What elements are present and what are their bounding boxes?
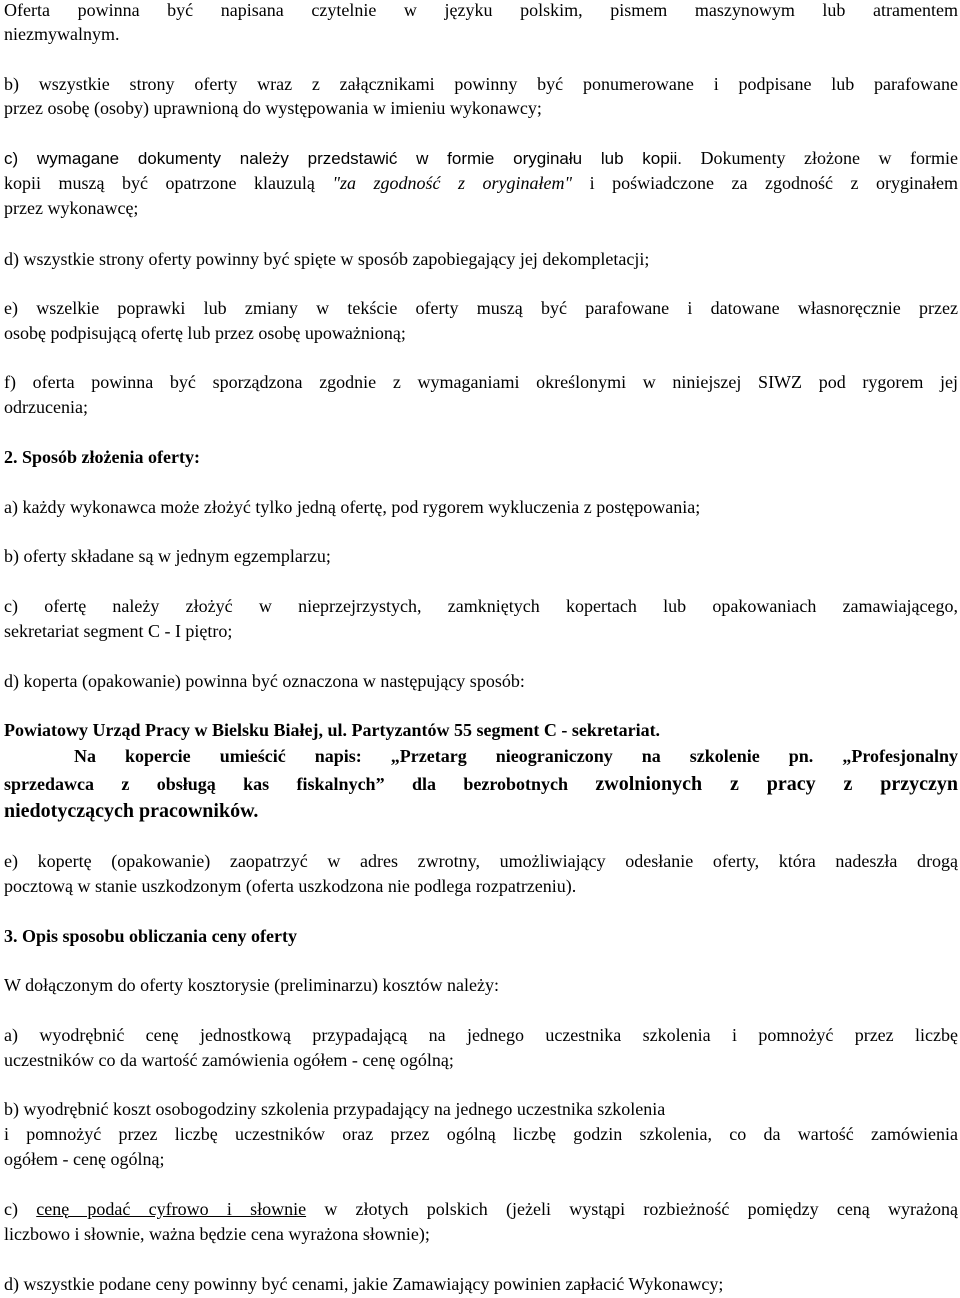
- section-3-item-c-prefix: c): [4, 1199, 37, 1219]
- envelope-note-l2-a: sprzedawca z obsługą kas fiskalnych” dla bezrobotnych: [4, 774, 596, 794]
- section-3-item-a-line-1: a) wyodrębnić cenę jednostkową przypadającą na jednego uczestnika szkolenia i pomnożyć przez liczbę: [4, 1025, 958, 1045]
- item-c-l2-a: kopii muszą być opatrzone klauzulą: [4, 173, 333, 193]
- section-2-heading: 2. Sposób złożenia oferty:: [4, 447, 200, 467]
- item-c-l2-b: i poświadczone za zgodność z oryginałem: [572, 173, 958, 193]
- envelope-note-line-1: Na kopercie umieścić napis: „Przetarg nieograniczony na szkolenie pn. „Profesjonalny: [74, 746, 958, 766]
- item-f-line-1: f) oferta powinna być sporządzona zgodnie z wymaganiami określonymi w niniejszej SIWZ pod rygorem jej: [4, 372, 958, 392]
- address-line: Powiatowy Urząd Pracy w Bielsku Białej, ul. Partyzantów 55 segment C - sekretariat.: [4, 720, 661, 740]
- intro-line-2: niezmywalnym.: [4, 24, 120, 44]
- section-3-item-c-underlined: cenę podać cyfrowo i słownie: [36, 1199, 307, 1219]
- section-2-item-b: b) oferty składane są w jednym egzemplarzu;: [4, 546, 331, 566]
- item-e-line-2: osobę podpisującą ofertę lub przez osobę upoważnioną;: [4, 323, 406, 343]
- section-2-item-a: a) każdy wykonawca może złożyć tylko jedną ofertę, pod rygorem wykluczenia z postępowania;: [4, 497, 701, 517]
- section-3-item-c-rest: w złotych polskich (jeżeli wystąpi rozbieżność pomiędzy ceną wyrażoną: [306, 1199, 958, 1219]
- intro-line-1: Oferta powinna być napisana czytelnie w języku polskim, pismem maszynowym lub atramentem: [4, 0, 958, 20]
- section-3-item-b-line-3: ogółem - cenę ogólną;: [4, 1149, 165, 1169]
- section-2-item-e-line-1: e) kopertę (opakowanie) zaopatrzyć w adres zwrotny, umożliwiający odesłanie oferty, która nadeszła drogą: [4, 851, 958, 871]
- envelope-note-l2-b: zwolnionych z pracy z przyczyn: [595, 773, 958, 795]
- section-2-item-d: d) koperta (opakowanie) powinna być oznaczona w następujący sposób:: [4, 671, 525, 691]
- item-e-line-1: e) wszelkie poprawki lub zmiany w tekście oferty muszą być parafowane i datowane własnoręcznie przez: [4, 298, 958, 318]
- item-c-l2-italic: "za zgodność z oryginałem": [332, 173, 573, 193]
- item-c-line-3: przez wykonawcę;: [4, 198, 139, 218]
- section-2-item-e-line-2: pocztową w stanie uszkodzonym (oferta uszkodzona nie podlega rozpatrzeniu).: [4, 876, 577, 896]
- section-3-item-b-line-2: i pomnożyć przez liczbę uczestników oraz przez ogólną liczbę godzin szkolenia, co da wartość zamówienia: [4, 1124, 958, 1144]
- section-3-item-a-line-2: uczestników co da wartość zamówienia ogółem - cenę ogólną;: [4, 1050, 454, 1070]
- item-b-line-1: b) wszystkie strony oferty wraz z załącznikami powinny być ponumerowane i podpisane lub parafowane: [4, 74, 958, 94]
- section-2-item-c-line-2: sekretariat segment C - I piętro;: [4, 621, 233, 641]
- section-3-intro: W dołączonym do oferty kosztorysie (preliminarzu) kosztów należy:: [4, 975, 500, 995]
- item-b-line-2: przez osobę (osoby) uprawnioną do występowania w imieniu wykonawcy;: [4, 98, 542, 118]
- section-3-item-d: d) wszystkie podane ceny powinny być cenami, jakie Zamawiający powinien zapłacić Wykonawcy;: [4, 1274, 724, 1294]
- item-c-sans-text: c) wymagane dokumenty należy przedstawić w formie oryginału lub kopii.: [4, 149, 682, 168]
- item-d: d) wszystkie strony oferty powinny być spięte w sposób zapobiegający jej dekompletacji;: [4, 249, 650, 269]
- item-f-line-2: odrzucenia;: [4, 397, 88, 417]
- envelope-note-line-2: [4, 772, 958, 798]
- item-c-serif-text: Dokumenty złożone w formie: [681, 148, 958, 168]
- envelope-note-line-3: niedotyczących pracowników.: [4, 800, 259, 822]
- section-3-item-c-line-2: liczbowo i słownie, ważna będzie cena wyrażona słownie);: [4, 1224, 430, 1244]
- section-2-item-c-line-1: c) ofertę należy złożyć w nieprzejrzystych, zamkniętych kopertach lub opakowaniach zamawiającego,: [4, 596, 958, 616]
- section-3-item-c-line-1: [4, 1198, 958, 1222]
- section-3-heading: 3. Opis sposobu obliczania ceny oferty: [4, 926, 298, 946]
- item-c-line-2: [4, 172, 958, 196]
- item-c-line-1: [4, 147, 958, 171]
- section-3-item-b-line-1: b) wyodrębnić koszt osobogodziny szkolenia przypadający na jednego uczestnika szkolenia: [4, 1099, 666, 1119]
